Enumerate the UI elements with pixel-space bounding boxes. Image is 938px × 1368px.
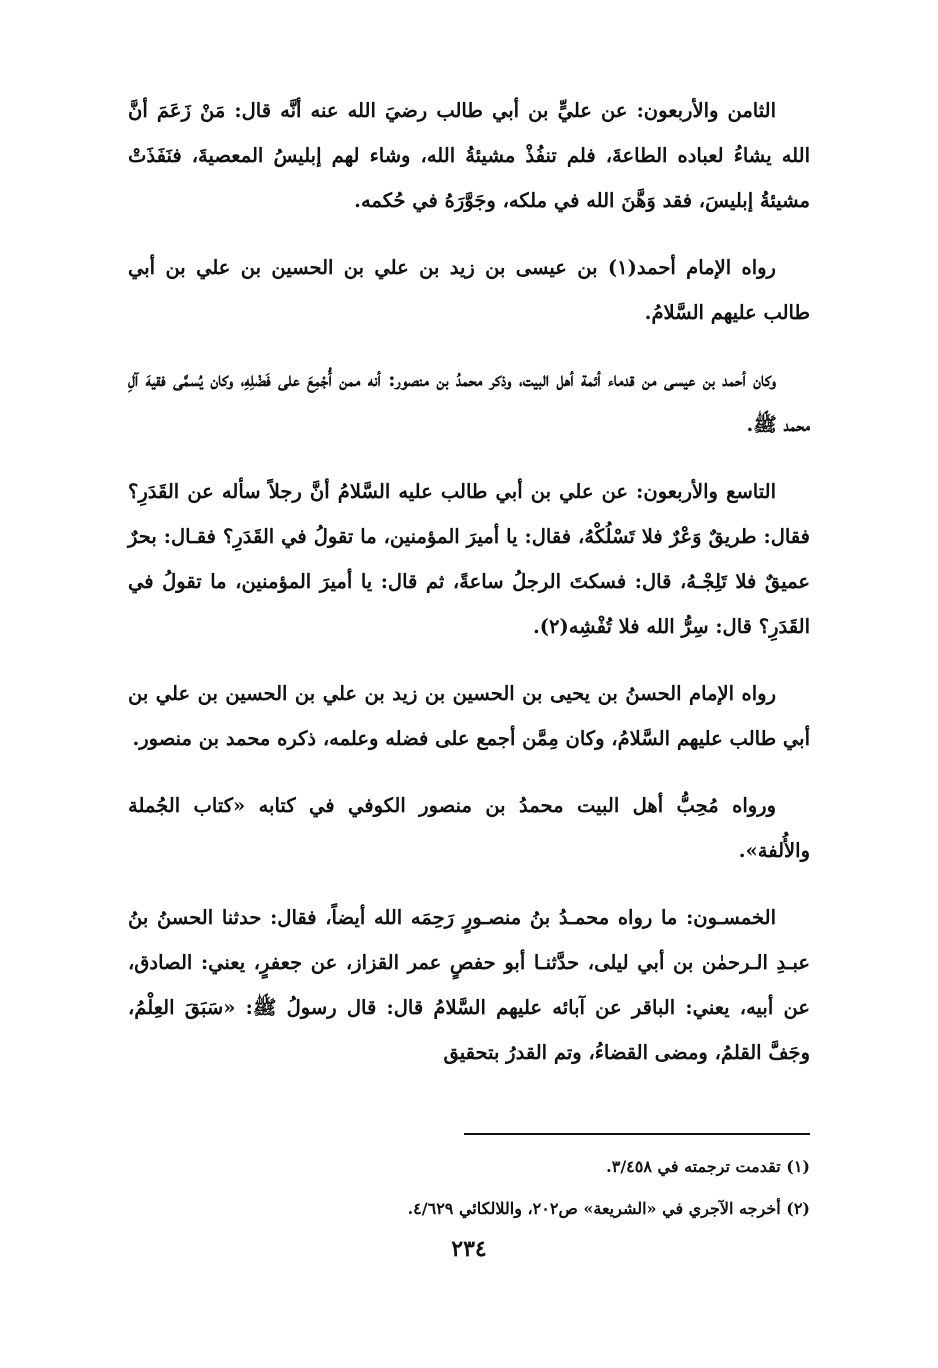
paragraph-48 bbox=[128, 88, 810, 223]
paragraph-49-second-narration bbox=[128, 783, 810, 873]
paragraph-48-narration-text: رواه الإمام أحمد(١) بن عيسى بن زيد بن علي بن الحسين بن علي بن أبي طالب عليهم السَّلامُ. bbox=[128, 256, 810, 324]
paragraph-49-narration-text: رواه الإمام الحسنُ بن يحيى بن الحسين بن زيد بن علي بن الحسين بن علي بن أبي طالب عليهم السَّلامُ، وكان مِمَّن أجمع على فضله وعلمه، ذكره محمد بن منصور. bbox=[128, 682, 810, 750]
paragraph-49 bbox=[128, 469, 810, 649]
paragraph-48-narration bbox=[128, 245, 810, 335]
footnote-2: (٢) أخرجه الآجري في «الشريعة» ص٢٠٢، واللالكائي ٤/٦٢٩. bbox=[407, 1199, 810, 1218]
footnote-divider bbox=[464, 1133, 810, 1135]
paragraph-49-narration bbox=[128, 671, 810, 761]
main-text bbox=[128, 88, 810, 1097]
paragraph-50-text: الخمسـون: ما رواه محمـدُ بنُ منصـورٍ رَحِمَه الله أيضاً، فقال: حدثنا الحسنُ بنُ عبـدِ الـرحمٰن بن أبي ليلى، حدَّثنـا أبو حفصٍ عمر القزاز، عن جعفرٍ، يعني: الصادق، عن أبيه، يعني: الباقر عن آبائه عليهم السَّلامُ قال: قال رسولُ ﷺ: «سَبَقَ العِلْمُ، وجَفَّ القلمُ، ومضى القضاءُ، وتم القدرُ بتحقيق bbox=[128, 906, 810, 1064]
page-number: ٢٣٤ bbox=[451, 1236, 487, 1262]
footnote-1: (١) تقدمت ترجمته في ٣/٤٥٨. bbox=[606, 1157, 810, 1176]
paragraph-50 bbox=[128, 895, 810, 1075]
paragraph-49-second-narration-text: ورواه مُحِبُّ أهل البيت محمدُ بن منصور الكوفي في كتابه «كتاب الجُملة والأُلفة». bbox=[128, 794, 810, 862]
paragraph-49-text: التاسع والأربعون: عن علي بن أبي طالب عليه السَّلامُ أنَّ رجلاً سأله عن القَدَرِ؟ فقال: طريقٌ وَعْرٌ فلا تَسْلُكْهُ، فقال: يا أميرَ المؤمنين، ما تقولُ في القَدَرِ؟ فقـال: بحرٌ عميقٌ فلا تَلِجْـهُ، قال: فسكتَ الرجلُ ساعةً، ثم قال: يا أميرَ المؤمنين، ما تقولُ في القَدَرِ؟ قال: سِرُّ الله فلا تُفْشِه(٢). bbox=[128, 480, 810, 638]
paragraph-48-note bbox=[128, 357, 810, 447]
footnotes bbox=[128, 1146, 810, 1230]
paragraph-48-note-text: وكان أحمد بن عيسى من قدماء أئمة أهل البيت، وذكر محمدُ بن منصور: أنه ممن أُجْمِعَ على فَضْلِهِ، وكان يُسمَّى فقيهَ آلِ محمد ﷺ. bbox=[128, 368, 810, 436]
paragraph-48-text: الثامن والأربعون: عن عليٍّ بن أبي طالب رضيَ الله عنه أنَّه قال: مَنْ زَعَمَ أنَّ الله يشاءُ لعباده الطاعةَ، فلم تنفُذْ مشيئةُ الله، وشاء لهم إبليسُ المعصيةَ، فنَفَذَتْ مشيئةُ إبليسَ، فقد وَهَّنَ الله في ملكه، وجَوَّرَهُ في حُكمه. bbox=[128, 99, 810, 212]
